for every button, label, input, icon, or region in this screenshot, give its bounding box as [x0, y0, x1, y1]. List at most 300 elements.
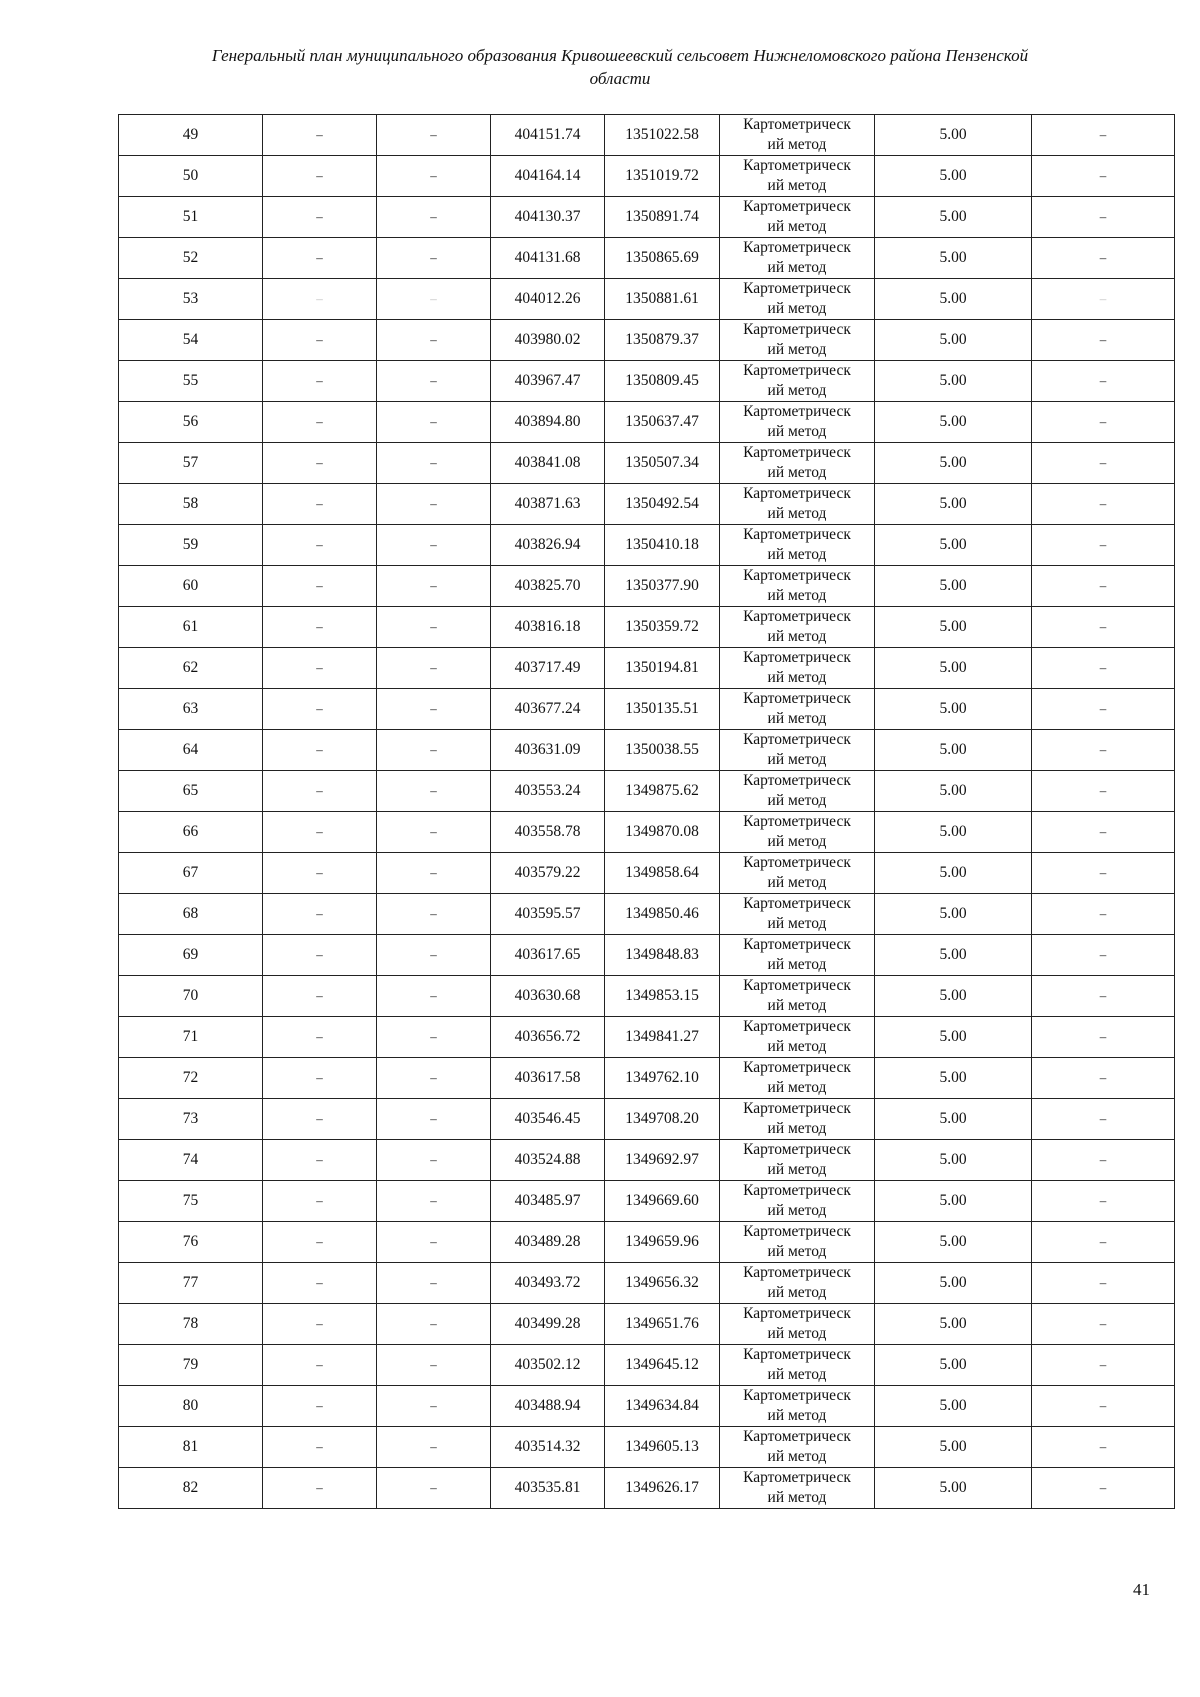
- y-coordinate-cell: 1349656.32: [605, 1263, 720, 1304]
- method-text-line-1: Картометрическ: [743, 1100, 851, 1117]
- table-row: [119, 976, 1175, 1017]
- dash-cell: –: [1032, 1099, 1175, 1140]
- accuracy-cell: 5.00: [875, 1181, 1032, 1222]
- dash-cell: –: [1032, 607, 1175, 648]
- y-coordinate-cell: 1349848.83: [605, 935, 720, 976]
- accuracy-cell: 5.00: [875, 279, 1032, 320]
- dash-cell: –: [263, 238, 377, 279]
- point-number-cell: 53: [119, 279, 263, 320]
- method-text-line-1: Картометрическ: [743, 116, 851, 133]
- method-cell: [720, 607, 875, 648]
- method-text-line-1: Картометрическ: [743, 1018, 851, 1035]
- method-text-line-2: ий метод: [767, 218, 827, 235]
- x-coordinate-cell: 404012.26: [491, 279, 605, 320]
- y-coordinate-cell: 1351022.58: [605, 115, 720, 156]
- accuracy-cell: 5.00: [875, 607, 1032, 648]
- accuracy-cell: 5.00: [875, 197, 1032, 238]
- dash-cell: –: [1032, 1222, 1175, 1263]
- x-coordinate-cell: 403553.24: [491, 771, 605, 812]
- x-coordinate-cell: 403894.80: [491, 402, 605, 443]
- x-coordinate-cell: 404130.37: [491, 197, 605, 238]
- dash-cell: –: [1032, 115, 1175, 156]
- method-text-line-1: Картометрическ: [743, 854, 851, 871]
- dash-cell: –: [1032, 648, 1175, 689]
- dash-cell: –: [263, 1181, 377, 1222]
- y-coordinate-cell: 1349762.10: [605, 1058, 720, 1099]
- point-number-cell: 52: [119, 238, 263, 279]
- method-text-line-1: Картометрическ: [743, 1305, 851, 1322]
- accuracy-cell: 5.00: [875, 1099, 1032, 1140]
- dash-cell: –: [377, 279, 491, 320]
- table-row: [119, 1345, 1175, 1386]
- method-text-line-2: ий метод: [767, 1038, 827, 1055]
- method-text-line-1: Картометрическ: [743, 567, 851, 584]
- dash-cell: –: [263, 1468, 377, 1509]
- table-row: [119, 156, 1175, 197]
- dash-cell: –: [1032, 976, 1175, 1017]
- dash-cell: –: [377, 443, 491, 484]
- y-coordinate-cell: 1349651.76: [605, 1304, 720, 1345]
- x-coordinate-cell: 403514.32: [491, 1427, 605, 1468]
- method-text-line-2: ий метод: [767, 464, 827, 481]
- accuracy-cell: 5.00: [875, 1304, 1032, 1345]
- method-text-line-2: ий метод: [767, 382, 827, 399]
- method-text-line-1: Картометрическ: [743, 977, 851, 994]
- method-cell: [720, 1181, 875, 1222]
- point-number-cell: 56: [119, 402, 263, 443]
- x-coordinate-cell: 403825.70: [491, 566, 605, 607]
- x-coordinate-cell: 403717.49: [491, 648, 605, 689]
- method-text-line-1: Картометрическ: [743, 403, 851, 420]
- dash-cell: –: [263, 894, 377, 935]
- method-text-line-1: Картометрическ: [743, 1469, 851, 1486]
- x-coordinate-cell: 403630.68: [491, 976, 605, 1017]
- method-text-line-2: ий метод: [767, 833, 827, 850]
- method-cell: [720, 525, 875, 566]
- accuracy-cell: 5.00: [875, 320, 1032, 361]
- method-text-line-2: ий метод: [767, 1407, 827, 1424]
- table-row: [119, 484, 1175, 525]
- accuracy-cell: 5.00: [875, 525, 1032, 566]
- method-text-line-2: ий метод: [767, 751, 827, 768]
- y-coordinate-cell: 1349858.64: [605, 853, 720, 894]
- method-cell: [720, 279, 875, 320]
- accuracy-cell: 5.00: [875, 238, 1032, 279]
- x-coordinate-cell: 403489.28: [491, 1222, 605, 1263]
- x-coordinate-cell: 404151.74: [491, 115, 605, 156]
- table-row: [119, 525, 1175, 566]
- table-row: [119, 1058, 1175, 1099]
- method-text-line-1: Картометрическ: [743, 444, 851, 461]
- dash-cell: –: [263, 197, 377, 238]
- method-text-line-1: Картометрическ: [743, 895, 851, 912]
- point-number-cell: 79: [119, 1345, 263, 1386]
- table-row: [119, 1304, 1175, 1345]
- point-number-cell: 62: [119, 648, 263, 689]
- method-cell: [720, 1468, 875, 1509]
- x-coordinate-cell: 403871.63: [491, 484, 605, 525]
- point-number-cell: 54: [119, 320, 263, 361]
- dash-cell: –: [263, 1017, 377, 1058]
- point-number-cell: 70: [119, 976, 263, 1017]
- accuracy-cell: 5.00: [875, 1345, 1032, 1386]
- method-text-line-1: Картометрическ: [743, 157, 851, 174]
- dash-cell: –: [263, 771, 377, 812]
- dash-cell: –: [377, 853, 491, 894]
- y-coordinate-cell: 1349669.60: [605, 1181, 720, 1222]
- method-text-line-2: ий метод: [767, 792, 827, 809]
- method-text-line-2: ий метод: [767, 505, 827, 522]
- dash-cell: –: [263, 279, 377, 320]
- dash-cell: –: [263, 607, 377, 648]
- dash-cell: –: [1032, 156, 1175, 197]
- table-row: [119, 812, 1175, 853]
- dash-cell: –: [377, 607, 491, 648]
- point-number-cell: 72: [119, 1058, 263, 1099]
- dash-cell: –: [1032, 443, 1175, 484]
- dash-cell: –: [263, 1304, 377, 1345]
- method-text-line-1: Картометрическ: [743, 526, 851, 543]
- y-coordinate-cell: 1349841.27: [605, 1017, 720, 1058]
- dash-cell: –: [1032, 1345, 1175, 1386]
- y-coordinate-cell: 1350194.81: [605, 648, 720, 689]
- dash-cell: –: [377, 1468, 491, 1509]
- x-coordinate-cell: 403980.02: [491, 320, 605, 361]
- y-coordinate-cell: 1349659.96: [605, 1222, 720, 1263]
- accuracy-cell: 5.00: [875, 976, 1032, 1017]
- dash-cell: –: [1032, 566, 1175, 607]
- method-text-line-1: Картометрическ: [743, 362, 851, 379]
- y-coordinate-cell: 1350809.45: [605, 361, 720, 402]
- dash-cell: –: [1032, 935, 1175, 976]
- dash-cell: –: [377, 1017, 491, 1058]
- table-row: [119, 566, 1175, 607]
- table-row: [119, 197, 1175, 238]
- point-number-cell: 67: [119, 853, 263, 894]
- dash-cell: –: [377, 1263, 491, 1304]
- x-coordinate-cell: 403546.45: [491, 1099, 605, 1140]
- dash-cell: –: [1032, 1304, 1175, 1345]
- method-cell: [720, 730, 875, 771]
- accuracy-cell: 5.00: [875, 894, 1032, 935]
- point-number-cell: 55: [119, 361, 263, 402]
- y-coordinate-cell: 1350359.72: [605, 607, 720, 648]
- table-row: [119, 894, 1175, 935]
- method-text-line-2: ий метод: [767, 669, 827, 686]
- dash-cell: –: [263, 648, 377, 689]
- accuracy-cell: 5.00: [875, 1427, 1032, 1468]
- dash-cell: –: [263, 115, 377, 156]
- method-cell: [720, 238, 875, 279]
- header-line-2: области: [589, 69, 651, 88]
- x-coordinate-cell: 403499.28: [491, 1304, 605, 1345]
- dash-cell: –: [377, 976, 491, 1017]
- page-number: 41: [1133, 1580, 1150, 1599]
- table-row: [119, 730, 1175, 771]
- x-coordinate-cell: 403631.09: [491, 730, 605, 771]
- dash-cell: –: [377, 1427, 491, 1468]
- method-text-line-1: Картометрическ: [743, 280, 851, 297]
- y-coordinate-cell: 1349626.17: [605, 1468, 720, 1509]
- method-text-line-2: ий метод: [767, 1448, 827, 1465]
- method-text-line-1: Картометрическ: [743, 1059, 851, 1076]
- dash-cell: –: [377, 115, 491, 156]
- point-number-cell: 58: [119, 484, 263, 525]
- table-row: [119, 402, 1175, 443]
- y-coordinate-cell: 1350891.74: [605, 197, 720, 238]
- table-row: [119, 361, 1175, 402]
- x-coordinate-cell: 403524.88: [491, 1140, 605, 1181]
- y-coordinate-cell: 1349850.46: [605, 894, 720, 935]
- dash-cell: –: [263, 484, 377, 525]
- y-coordinate-cell: 1350865.69: [605, 238, 720, 279]
- point-number-cell: 76: [119, 1222, 263, 1263]
- table-row: [119, 238, 1175, 279]
- point-number-cell: 65: [119, 771, 263, 812]
- table-row: [119, 320, 1175, 361]
- method-text-line-2: ий метод: [767, 587, 827, 604]
- y-coordinate-cell: 1349692.97: [605, 1140, 720, 1181]
- method-text-line-1: Картометрическ: [743, 1223, 851, 1240]
- x-coordinate-cell: 403656.72: [491, 1017, 605, 1058]
- table-row: [119, 771, 1175, 812]
- method-text-line-2: ий метод: [767, 177, 827, 194]
- method-text-line-1: Картометрическ: [743, 690, 851, 707]
- dash-cell: –: [263, 935, 377, 976]
- dash-cell: –: [1032, 1058, 1175, 1099]
- accuracy-cell: 5.00: [875, 1468, 1032, 1509]
- point-number-cell: 82: [119, 1468, 263, 1509]
- dash-cell: –: [377, 1222, 491, 1263]
- dash-cell: –: [1032, 689, 1175, 730]
- method-text-line-2: ий метод: [767, 628, 827, 645]
- dash-cell: –: [377, 1058, 491, 1099]
- method-text-line-2: ий метод: [767, 1366, 827, 1383]
- method-cell: [720, 935, 875, 976]
- x-coordinate-cell: 403488.94: [491, 1386, 605, 1427]
- dash-cell: –: [377, 525, 491, 566]
- table-row: [119, 1140, 1175, 1181]
- dash-cell: –: [1032, 730, 1175, 771]
- method-text-line-1: Картометрическ: [743, 649, 851, 666]
- point-number-cell: 64: [119, 730, 263, 771]
- header-line-1: Генеральный план муниципального образования Кривошеевский сельсовет Нижнеломовского района Пензенской: [211, 46, 1029, 65]
- y-coordinate-cell: 1350879.37: [605, 320, 720, 361]
- dash-cell: –: [1032, 484, 1175, 525]
- method-cell: [720, 976, 875, 1017]
- table-row: [119, 935, 1175, 976]
- dash-cell: –: [1032, 238, 1175, 279]
- dash-cell: –: [377, 566, 491, 607]
- dash-cell: –: [263, 1345, 377, 1386]
- dash-cell: –: [377, 1140, 491, 1181]
- method-cell: [720, 156, 875, 197]
- accuracy-cell: 5.00: [875, 935, 1032, 976]
- dash-cell: –: [377, 156, 491, 197]
- y-coordinate-cell: 1349605.13: [605, 1427, 720, 1468]
- dash-cell: –: [263, 812, 377, 853]
- dash-cell: –: [377, 320, 491, 361]
- dash-cell: –: [377, 730, 491, 771]
- point-number-cell: 75: [119, 1181, 263, 1222]
- dash-cell: –: [377, 402, 491, 443]
- dash-cell: –: [263, 1099, 377, 1140]
- point-number-cell: 80: [119, 1386, 263, 1427]
- point-number-cell: 51: [119, 197, 263, 238]
- dash-cell: –: [1032, 1017, 1175, 1058]
- method-text-line-1: Картометрическ: [743, 608, 851, 625]
- method-text-line-1: Картометрическ: [743, 321, 851, 338]
- point-number-cell: 69: [119, 935, 263, 976]
- point-number-cell: 49: [119, 115, 263, 156]
- x-coordinate-cell: 403579.22: [491, 853, 605, 894]
- dash-cell: –: [377, 935, 491, 976]
- method-cell: [720, 1345, 875, 1386]
- dash-cell: –: [377, 484, 491, 525]
- y-coordinate-cell: 1350507.34: [605, 443, 720, 484]
- method-cell: [720, 1222, 875, 1263]
- table-row: [119, 689, 1175, 730]
- dash-cell: –: [263, 443, 377, 484]
- dash-cell: –: [263, 402, 377, 443]
- method-text-line-2: ий метод: [767, 1079, 827, 1096]
- accuracy-cell: 5.00: [875, 812, 1032, 853]
- method-cell: [720, 894, 875, 935]
- table-row: [119, 1263, 1175, 1304]
- dash-cell: –: [1032, 1468, 1175, 1509]
- point-number-cell: 68: [119, 894, 263, 935]
- dash-cell: –: [1032, 361, 1175, 402]
- point-number-cell: 61: [119, 607, 263, 648]
- method-text-line-1: Картометрическ: [743, 936, 851, 953]
- x-coordinate-cell: 403617.65: [491, 935, 605, 976]
- method-text-line-1: Картометрическ: [743, 1264, 851, 1281]
- page-header: [120, 44, 1120, 90]
- dash-cell: –: [377, 648, 491, 689]
- method-cell: [720, 853, 875, 894]
- x-coordinate-cell: 403493.72: [491, 1263, 605, 1304]
- table-row: [119, 1222, 1175, 1263]
- point-number-cell: 81: [119, 1427, 263, 1468]
- table-row: [119, 1181, 1175, 1222]
- y-coordinate-cell: 1349875.62: [605, 771, 720, 812]
- method-text-line-2: ий метод: [767, 136, 827, 153]
- accuracy-cell: 5.00: [875, 1222, 1032, 1263]
- dash-cell: –: [263, 156, 377, 197]
- point-number-cell: 74: [119, 1140, 263, 1181]
- y-coordinate-cell: 1349853.15: [605, 976, 720, 1017]
- method-text-line-2: ий метод: [767, 1202, 827, 1219]
- x-coordinate-cell: 403558.78: [491, 812, 605, 853]
- dash-cell: –: [377, 1386, 491, 1427]
- method-text-line-2: ий метод: [767, 874, 827, 891]
- accuracy-cell: 5.00: [875, 566, 1032, 607]
- dash-cell: –: [263, 320, 377, 361]
- dash-cell: –: [377, 197, 491, 238]
- dash-cell: –: [1032, 279, 1175, 320]
- method-text-line-2: ий метод: [767, 1161, 827, 1178]
- table-row: [119, 443, 1175, 484]
- method-text-line-2: ий метод: [767, 997, 827, 1014]
- x-coordinate-cell: 403826.94: [491, 525, 605, 566]
- dash-cell: –: [263, 1386, 377, 1427]
- y-coordinate-cell: 1349870.08: [605, 812, 720, 853]
- y-coordinate-cell: 1350135.51: [605, 689, 720, 730]
- accuracy-cell: 5.00: [875, 771, 1032, 812]
- accuracy-cell: 5.00: [875, 156, 1032, 197]
- point-number-cell: 59: [119, 525, 263, 566]
- dash-cell: –: [377, 1345, 491, 1386]
- x-coordinate-cell: 403617.58: [491, 1058, 605, 1099]
- method-cell: [720, 320, 875, 361]
- table-row: [119, 1017, 1175, 1058]
- method-text-line-2: ий метод: [767, 341, 827, 358]
- y-coordinate-cell: 1349708.20: [605, 1099, 720, 1140]
- method-cell: [720, 197, 875, 238]
- y-coordinate-cell: 1351019.72: [605, 156, 720, 197]
- x-coordinate-cell: 403502.12: [491, 1345, 605, 1386]
- method-text-line-1: Картометрическ: [743, 485, 851, 502]
- accuracy-cell: 5.00: [875, 648, 1032, 689]
- method-cell: [720, 771, 875, 812]
- dash-cell: –: [263, 853, 377, 894]
- x-coordinate-cell: 404131.68: [491, 238, 605, 279]
- accuracy-cell: 5.00: [875, 1140, 1032, 1181]
- method-text-line-2: ий метод: [767, 915, 827, 932]
- point-number-cell: 77: [119, 1263, 263, 1304]
- method-text-line-2: ий метод: [767, 1284, 827, 1301]
- method-text-line-1: Картометрическ: [743, 198, 851, 215]
- dash-cell: –: [377, 361, 491, 402]
- method-text-line-1: Картометрическ: [743, 813, 851, 830]
- accuracy-cell: 5.00: [875, 402, 1032, 443]
- dash-cell: –: [1032, 1427, 1175, 1468]
- accuracy-cell: 5.00: [875, 853, 1032, 894]
- method-text-line-2: ий метод: [767, 423, 827, 440]
- point-number-cell: 57: [119, 443, 263, 484]
- method-text-line-2: ий метод: [767, 1243, 827, 1260]
- table-row: [119, 1099, 1175, 1140]
- table-row: [119, 115, 1175, 156]
- point-number-cell: 78: [119, 1304, 263, 1345]
- method-cell: [720, 402, 875, 443]
- method-text-line-2: ий метод: [767, 300, 827, 317]
- method-text-line-1: Картометрическ: [743, 1141, 851, 1158]
- accuracy-cell: 5.00: [875, 1386, 1032, 1427]
- x-coordinate-cell: 403841.08: [491, 443, 605, 484]
- point-number-cell: 66: [119, 812, 263, 853]
- method-cell: [720, 1386, 875, 1427]
- dash-cell: –: [263, 525, 377, 566]
- table-row: [119, 1427, 1175, 1468]
- dash-cell: –: [377, 238, 491, 279]
- x-coordinate-cell: 404164.14: [491, 156, 605, 197]
- point-number-cell: 73: [119, 1099, 263, 1140]
- dash-cell: –: [263, 976, 377, 1017]
- method-text-line-2: ий метод: [767, 1489, 827, 1506]
- dash-cell: –: [1032, 402, 1175, 443]
- dash-cell: –: [1032, 525, 1175, 566]
- dash-cell: –: [377, 812, 491, 853]
- dash-cell: –: [263, 689, 377, 730]
- accuracy-cell: 5.00: [875, 730, 1032, 771]
- table-row: [119, 607, 1175, 648]
- dash-cell: –: [263, 1058, 377, 1099]
- method-text-line-2: ий метод: [767, 546, 827, 563]
- dash-cell: –: [1032, 1181, 1175, 1222]
- table-row: [119, 279, 1175, 320]
- method-text-line-2: ий метод: [767, 259, 827, 276]
